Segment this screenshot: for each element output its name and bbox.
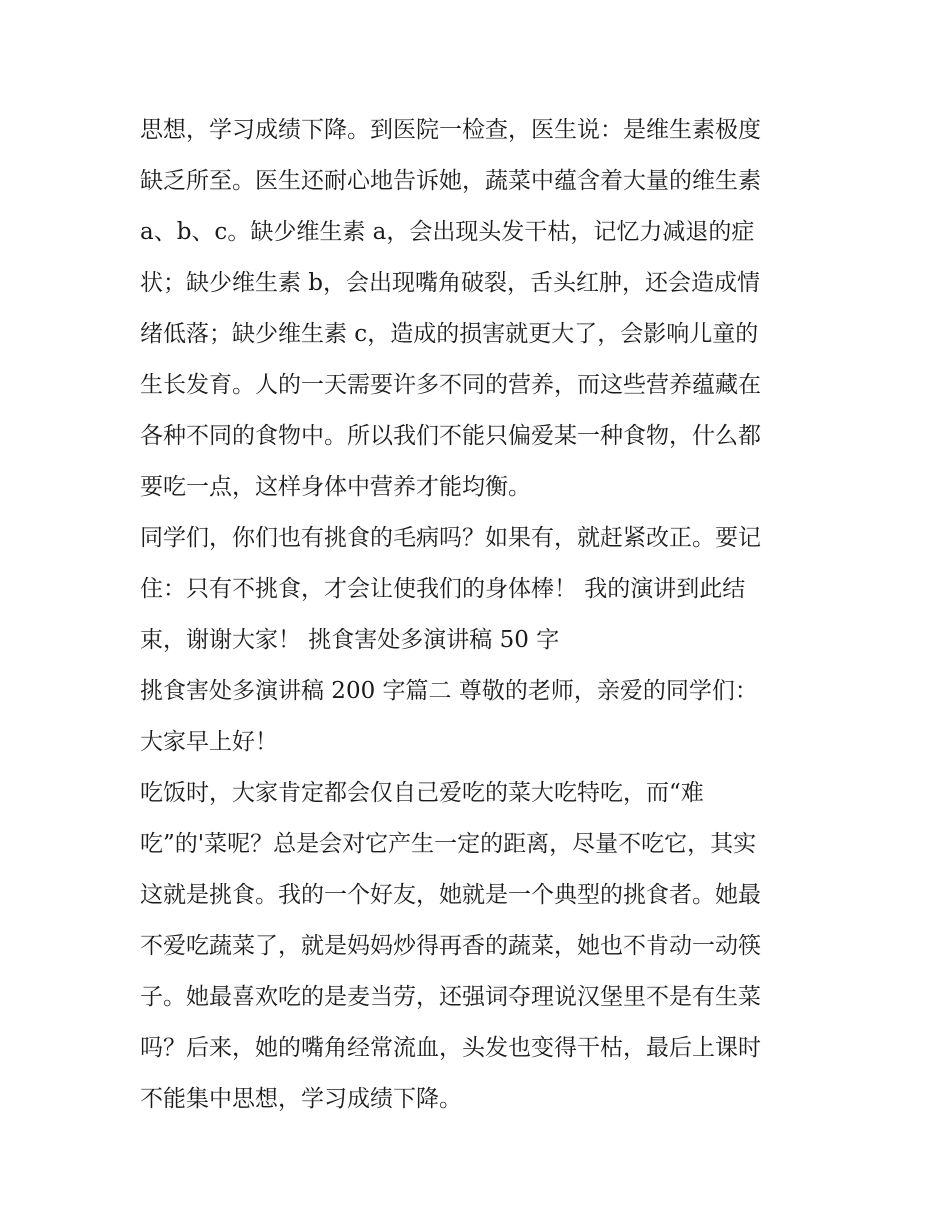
text-line: 生长发育。人的一天需要许多不同的营养，而这些营养蕴藏在 — [140, 372, 761, 398]
text-line: 缺乏所至。医生还耐心地告诉她，蔬菜中蕴含着大量的维生素 — [140, 168, 761, 194]
text-line: 同学们，你们也有挑食的毛病吗？如果有，就赶紧改正。要记 — [140, 525, 761, 551]
text-line: 吗？后来，她的嘴角经常流血，头发也变得干枯，最后上课时 — [140, 1035, 761, 1061]
text-line: 思想，学习成绩下降。到医院一检查，医生说：是维生素极度 — [140, 117, 761, 143]
text-line: 各种不同的食物中。所以我们不能只偏爱某一种食物，什么都 — [140, 423, 761, 449]
text-line: 绪低落；缺少维生素 c，造成的损害就更大了，会影响儿童的 — [140, 321, 759, 347]
section-heading-line: 挑食害处多演讲稿 200 字篇二 尊敬的老师，亲爱的同学们： — [140, 678, 758, 704]
body-text — [140, 108, 820, 1128]
text-line: 吃饭时，大家肯定都会仅自己爱吃的菜大吃特吃，而“难 — [140, 780, 704, 806]
text-line: 这就是挑食。我的一个好友，她就是一个典型的挑食者。她最 — [140, 882, 761, 908]
text-line: 状；缺少维生素 b，会出现嘴角破裂，舌头红肿，还会造成情 — [140, 270, 761, 296]
text-line: 住：只有不挑食，才会让使我们的身体棒！ 我的演讲到此结 — [140, 576, 746, 602]
text-line: 不爱吃蔬菜了，就是妈妈炒得再香的蔬菜，她也不肯动一动筷 — [140, 933, 761, 959]
text-line: 吃”的'菜呢？总是会对它产生一定的距离，尽量不吃它，其实 — [140, 831, 757, 857]
text-line: 束，谢谢大家！ 挑食害处多演讲稿 50 字 — [140, 627, 560, 653]
text-line: 子。她最喜欢吃的是麦当劳，还强词夺理说汉堡里不是有生菜 — [140, 984, 761, 1010]
greeting-line: 大家早上好！ — [140, 729, 278, 755]
text-line: 要吃一点，这样身体中营养才能均衡。 — [140, 474, 531, 500]
text-line: 不能集中思想，学习成绩下降。 — [140, 1086, 462, 1112]
text-line: a、b、c。缺少维生素 a，会出现头发干枯，记忆力减退的症 — [140, 219, 755, 245]
